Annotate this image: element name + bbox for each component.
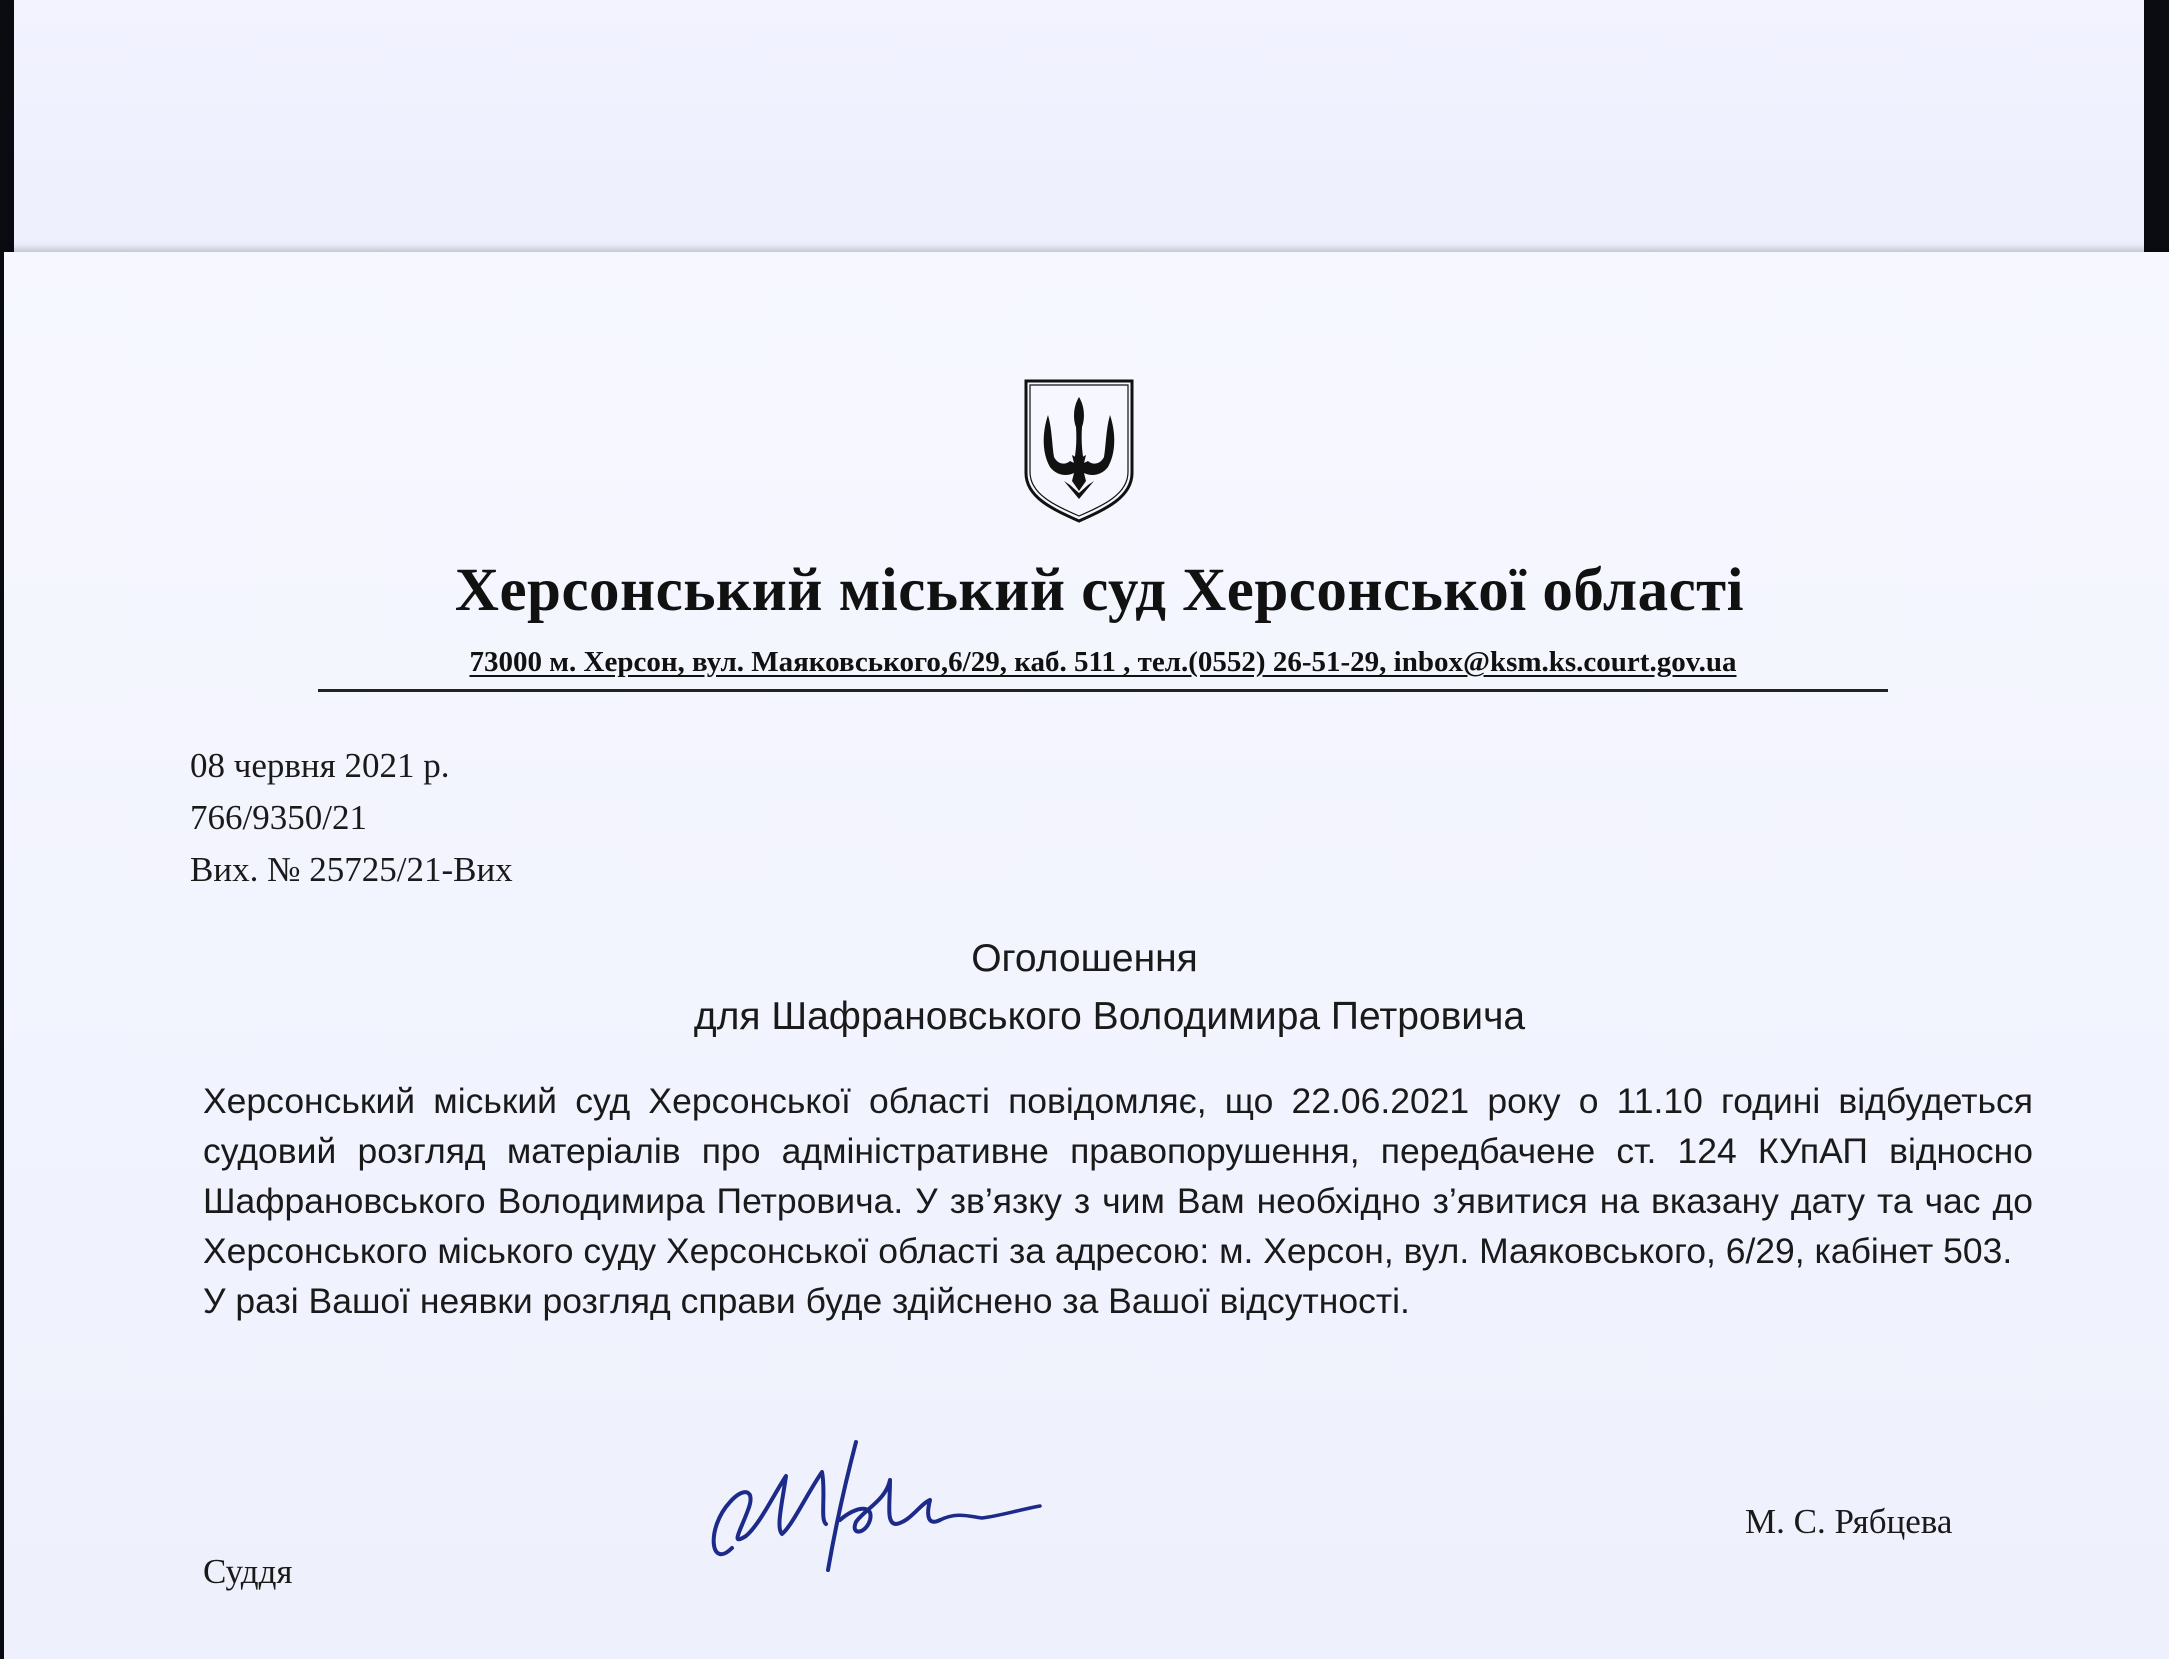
announcement-body <box>203 1076 2033 1326</box>
body-paragraph-1: Херсонський міський суд Херсонської області повідомляє, що 22.06.2021 року о 11.10 годині відбудеться судовий розгляд матеріалів про адміністративне правопорушення, передбачене ст. 124 КУпАП відносно Шафрановського Володимира Петровича. У зв’язку з чим Вам необхідно з’явитися на вказану дату та час до Херсонського міського суду Херсонської області за адресою: м. Херсон, вул. Маяковського, 6/29, кабінет 503. <box>203 1081 2033 1271</box>
judge-name: М. С. Рябцева <box>1745 1502 1953 1541</box>
court-address: 73000 м. Херсон, вул. Маяковського,6/29, каб. 511 , тел.(0552) 26-51-29, inbox@ksm.ks.court.gov.ua <box>469 646 1737 678</box>
case-number: 766/9350/21 <box>190 798 367 837</box>
document-meta <box>190 740 513 896</box>
title-line-1: Оголошення <box>971 937 1198 980</box>
judge-title: Суддя <box>203 1552 293 1591</box>
body-paragraph-2: У разі Вашої неявки розгляд справи буде здійснено за Вашої відсутності. <box>203 1281 1410 1321</box>
title-line-2: для Шафрановського Володимира Петровича <box>693 995 1526 1038</box>
coat-of-arms-icon <box>1020 375 1138 525</box>
announcement-title <box>0 930 2169 1046</box>
document-date: 08 червня 2021 р. <box>190 746 450 785</box>
header-divider <box>318 689 1888 692</box>
judge-signature <box>700 1420 1060 1590</box>
outgoing-number: Вих. № 25725/21-Вих <box>190 850 513 889</box>
court-name: Херсонський міський суд Херсонської області <box>454 557 1745 624</box>
